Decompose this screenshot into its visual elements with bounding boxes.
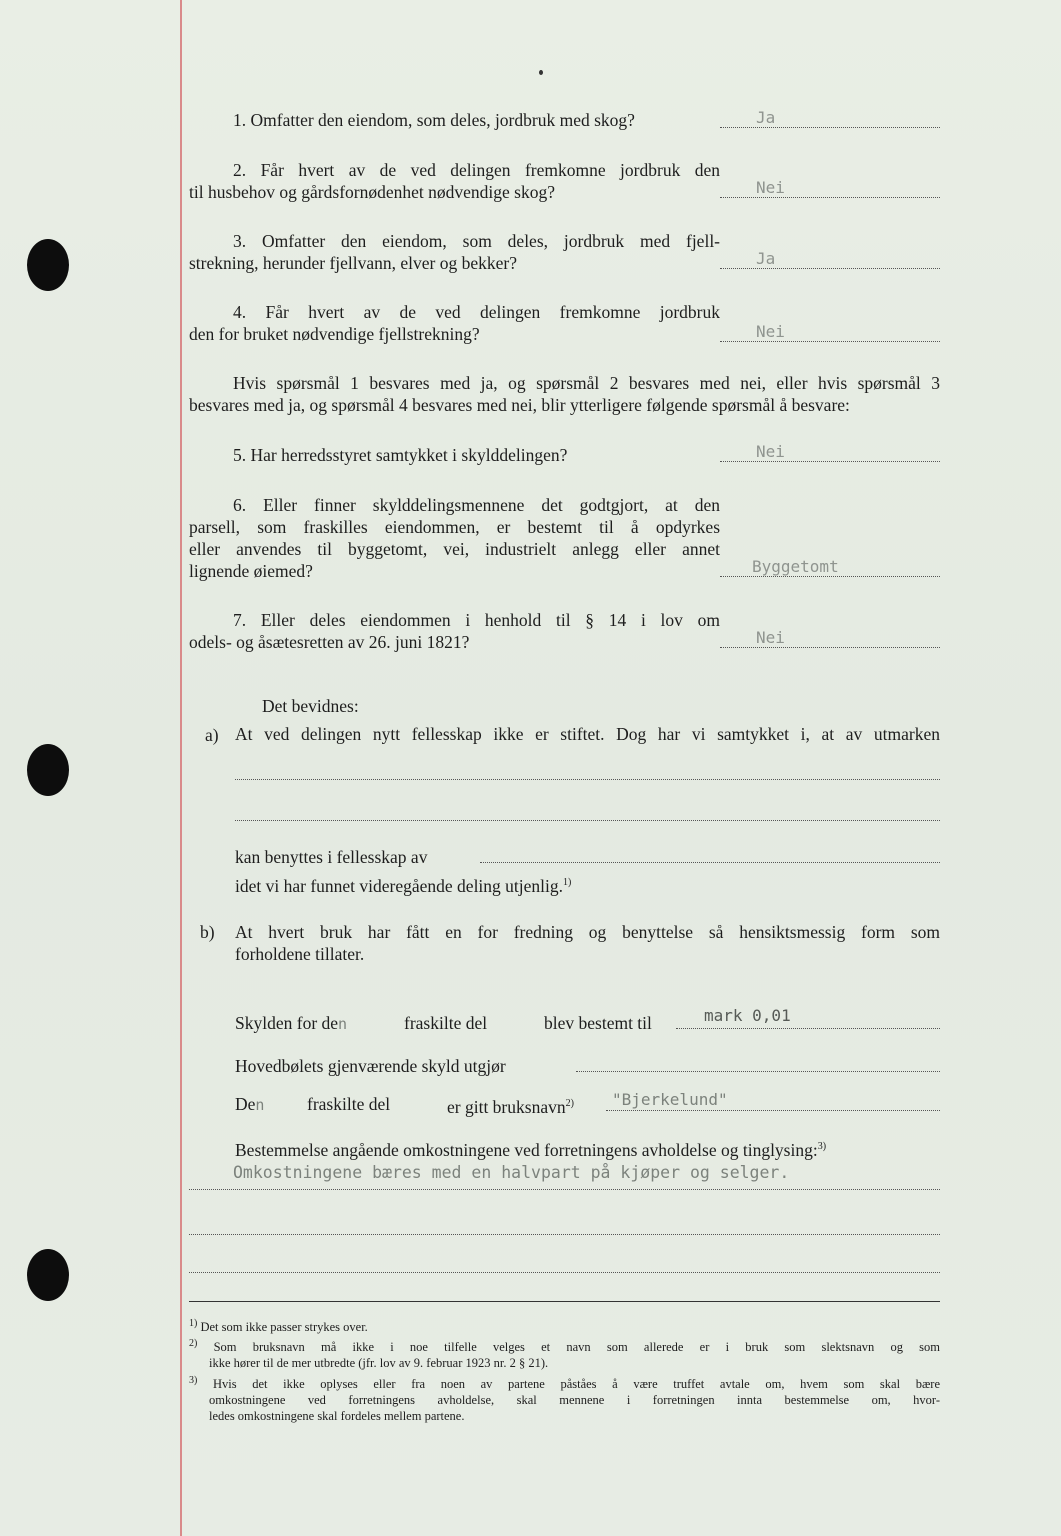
footnote-separator — [189, 1301, 940, 1302]
question-4: 4. Får hvert av de ved delingen fremkomne jordbruk den for bruket nødvendige fjellstrekning? — [189, 302, 720, 344]
punch-hole-middle — [27, 744, 69, 796]
skyld-value: mark 0,01 — [704, 1006, 791, 1025]
blank-line-a2 — [235, 820, 940, 821]
item-a-text: At ved delingen nytt fellesskap ikke er stiftet. Dog har vi samtykket i, at av utmarken — [235, 724, 940, 744]
omkostning-value: Omkostningene bæres med en halvpart på kjøper og selger. — [233, 1163, 790, 1182]
bruksnavn-end: er gitt bruksnavn$^{2)}$ — [447, 1096, 574, 1117]
answer-7: Nei — [720, 628, 940, 648]
skyld-mid: fraskilte del — [404, 1013, 488, 1033]
hovedbol-label: Hovedbølets gjenværende skyld utgjør — [235, 1056, 506, 1076]
skyld-line — [676, 1028, 940, 1029]
omkostning-line-3 — [189, 1272, 940, 1273]
margin-rule — [180, 0, 182, 1536]
item-a-use: kan benyttes i fellesskap av — [235, 847, 428, 867]
question-7: 7. Eller deles eiendommen i henhold til § 14 i lov om odels- og åsætesretten av 26. juni 1821? — [189, 610, 720, 652]
condition-paragraph: Hvis spørsmål 1 besvares med ja, og spørsmål 2 besvares med nei, eller hvis spørsmål 3 besvares med ja, og spørsmål 4 besvares med nei, blir ytterligere følgende spørsmål å besvare: — [189, 373, 940, 415]
answer-5: Nei — [720, 442, 940, 462]
bruksnavn-line — [606, 1110, 940, 1111]
skyld-prefix: Skylden for den — [235, 1013, 348, 1033]
blank-line-a1 — [235, 779, 940, 780]
skyld-end: blev bestemt til — [544, 1013, 652, 1033]
answer-1: Ja — [720, 108, 940, 128]
answer-6: Byggetomt — [720, 557, 940, 577]
certify-heading: Det bevidnes: — [262, 696, 359, 716]
bruksnavn-mid: fraskilte del — [307, 1094, 391, 1114]
omkostning-label: Bestemmelse angående omkostningene ved forretningens avholdelse og tinglysing:$^{3)}$ — [235, 1139, 827, 1160]
question-1: 1. Omfatter den eiendom, som deles, jordbruk med skog? — [233, 110, 635, 130]
answer-3: Ja — [720, 249, 940, 269]
punch-hole-bottom — [27, 1249, 69, 1301]
blank-line-a3 — [480, 862, 940, 863]
question-5: 5. Har herredsstyret samtykket i skylddelingen? — [233, 445, 568, 465]
ink-speck — [539, 70, 543, 75]
item-a-label: a) — [205, 725, 219, 745]
answer-4: Nei — [720, 322, 940, 342]
item-a-note: idet vi har funnet videregående deling utjenlig.$^{1)}$ — [235, 875, 572, 896]
omkostning-line-1 — [189, 1189, 940, 1190]
item-b-label: b) — [200, 922, 215, 942]
omkostning-line-2 — [189, 1234, 940, 1235]
answer-2: Nei — [720, 178, 940, 198]
punch-hole-top — [27, 239, 69, 291]
bruksnavn-value: "Bjerkelund" — [612, 1090, 728, 1109]
item-b-text: At hvert bruk har fått en for fredning og benyttelse så hensiktsmessig form som forholdene tillater. — [235, 922, 940, 964]
footnote-1: $^{1)}$ Det som ikke passer strykes over. — [189, 1318, 368, 1335]
footnote-3: $^{3)}$ Hvis det ikke oplyses eller fra noen av partene påståes å være truffet avtale om, hvem som skal bære omkostningene ved forretningens avholdelse, skal mennene i forretningen innta bestemmelse om, hvor- ledes omkostningene skal fordeles mellem partene. — [189, 1375, 940, 1424]
bruksnavn-prefix: Den — [235, 1094, 265, 1114]
question-6: 6. Eller finner skylddelingsmennene det godtgjort, at den parsell, som fraskilles eiendommen, er bestemt til å opdyrkes eller anvendes til byggetomt, vei, industrielt anlegg eller annet lignende øiemed? — [189, 495, 721, 581]
footnote-2: $^{2)}$ Som bruksnavn må ikke i noe tilfelle velges et navn som allerede er i bruk som slektsnavn og som ikke hører til de mer utbredte (jfr. lov av 9. februar 1923 nr. 2 § 21). — [189, 1338, 941, 1371]
hovedbol-line — [576, 1071, 940, 1072]
question-2: 2. Får hvert av de ved delingen fremkomne jordbruk den til husbehov og gårdsfornødenhet nødvendige skog? — [189, 160, 721, 202]
question-3: 3. Omfatter den eiendom, som deles, jordbruk med fjell- strekning, herunder fjellvann, elver og bekker? — [189, 231, 721, 273]
